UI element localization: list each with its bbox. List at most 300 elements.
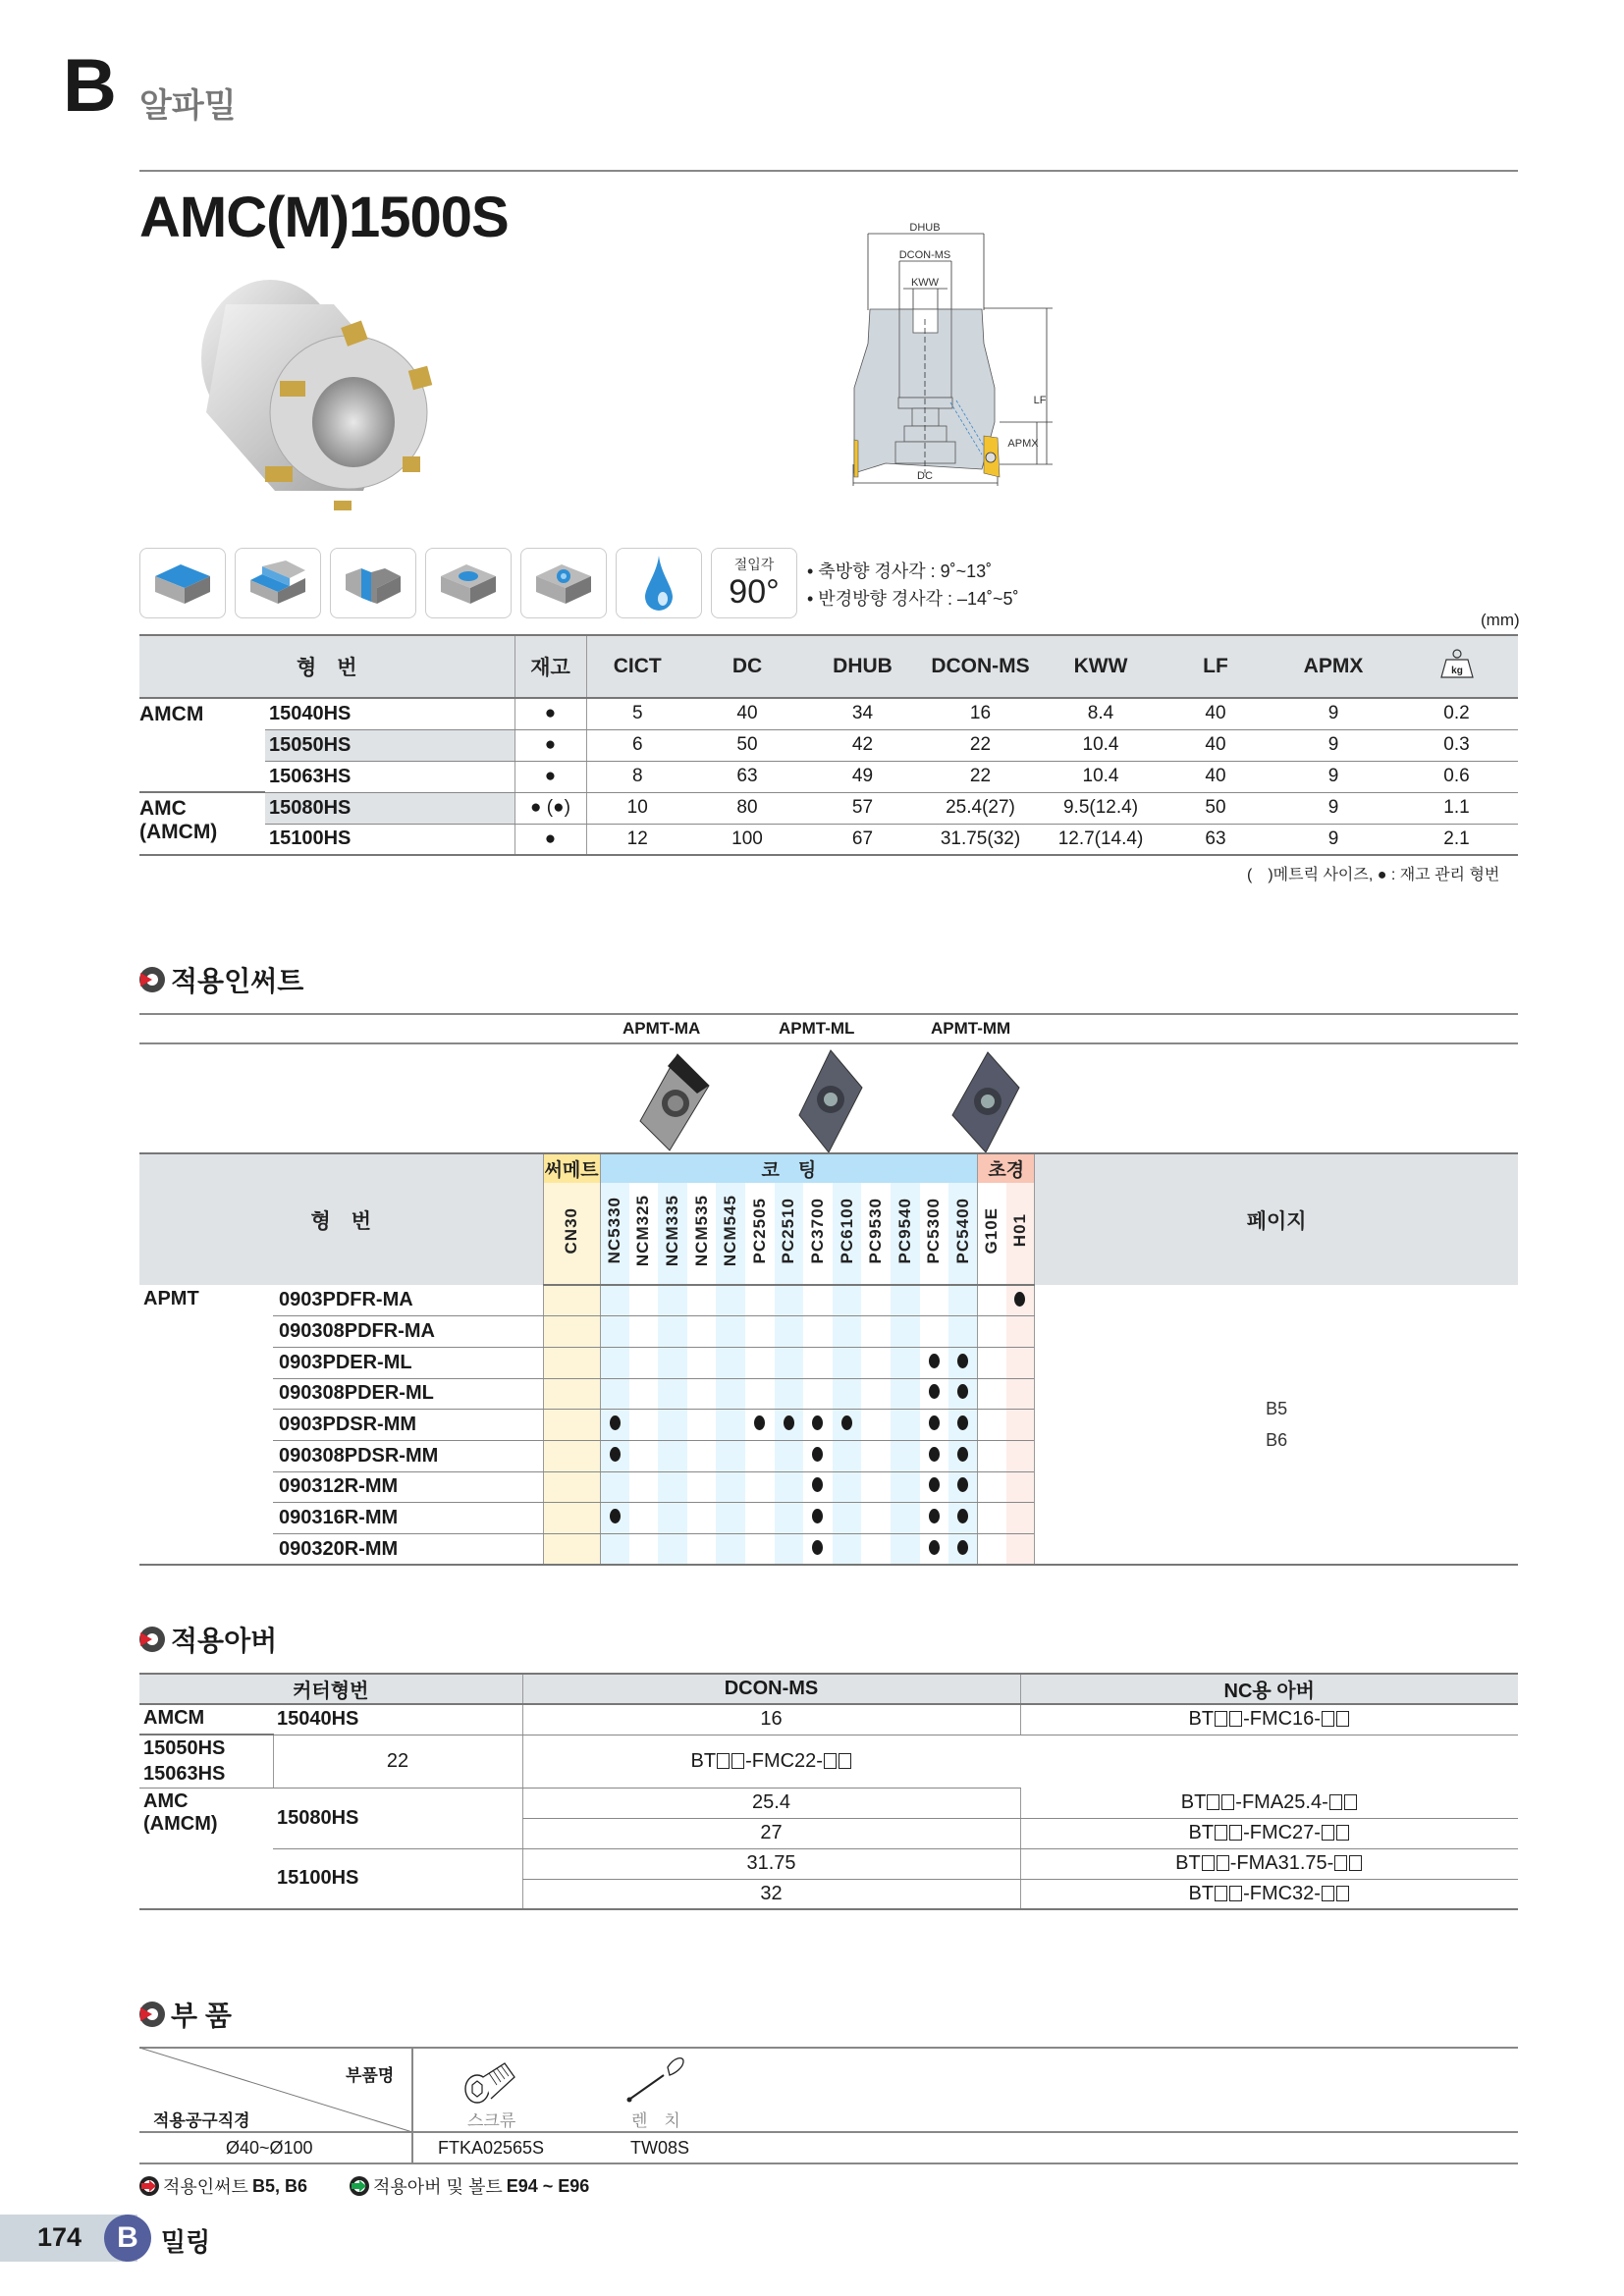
diameter-header: 적용공구직경 bbox=[153, 2111, 250, 2130]
kg-value: 0.2 bbox=[1395, 698, 1518, 729]
grade-cell-pc2505 bbox=[745, 1285, 775, 1316]
col-header-dcon-ms: DCON-MS bbox=[522, 1674, 1020, 1704]
availability-dot bbox=[929, 1354, 940, 1368]
grade-cell-nc5330 bbox=[600, 1440, 629, 1471]
approach-angle-box bbox=[711, 548, 797, 618]
arbor-table bbox=[139, 1673, 1518, 1910]
insert-code: 090316R-MM bbox=[273, 1503, 543, 1534]
cict-value: 12 bbox=[586, 824, 688, 855]
arbor-code: BT -FMA31.75- bbox=[1020, 1848, 1518, 1879]
col-header-dc: DC bbox=[688, 635, 806, 698]
dc-value: 63 bbox=[688, 761, 806, 792]
grade-cell-h01 bbox=[1006, 1285, 1035, 1316]
grade-cell-pc6100 bbox=[833, 1378, 862, 1410]
availability-dot bbox=[754, 1415, 765, 1430]
lf-value: 40 bbox=[1160, 698, 1272, 729]
apmx-value: 9 bbox=[1272, 698, 1395, 729]
wrench-code: TW08S bbox=[630, 2138, 690, 2158]
availability-dot bbox=[957, 1354, 968, 1368]
dcon-value: 16 bbox=[522, 1704, 1020, 1735]
grade-header-pc9530: PC9530 bbox=[861, 1183, 891, 1285]
divider bbox=[139, 2163, 1518, 2164]
grade-cell-ncm545 bbox=[716, 1410, 745, 1441]
availability-dot bbox=[929, 1384, 940, 1399]
kww-value: 12.7(14.4) bbox=[1042, 824, 1160, 855]
group-label: AMC (AMCM) bbox=[139, 792, 265, 855]
header-divider bbox=[139, 170, 1518, 172]
grade-cell-g10e bbox=[978, 1503, 1006, 1534]
grade-cell-pc9540 bbox=[891, 1410, 920, 1441]
grade-cell-pc9530 bbox=[861, 1503, 891, 1534]
parts-section-title-text: 부 품 bbox=[171, 2001, 232, 2031]
availability-dot bbox=[957, 1384, 968, 1399]
grade-cell-g10e bbox=[978, 1471, 1006, 1503]
shoulder-milling-icon bbox=[235, 548, 321, 618]
radial-rake-angle: • 반경방향 경사각 : –14˚~5˚ bbox=[807, 589, 1019, 609]
grade-cell-pc2505 bbox=[745, 1410, 775, 1441]
grade-cell-pc6100 bbox=[833, 1534, 862, 1566]
grade-cell-ncm535 bbox=[687, 1347, 717, 1378]
dcon-value: 31.75(32) bbox=[919, 824, 1042, 855]
grade-header-ncm325: NCM325 bbox=[629, 1183, 659, 1285]
grade-cell-ncm545 bbox=[716, 1316, 745, 1348]
dcon-value: 22 bbox=[919, 729, 1042, 761]
dc-value: 100 bbox=[688, 824, 806, 855]
grade-cell-pc2510 bbox=[775, 1440, 804, 1471]
grade-cell-cn30 bbox=[543, 1347, 600, 1378]
lf-value: 40 bbox=[1160, 729, 1272, 761]
svg-text:kg: kg bbox=[1450, 666, 1463, 676]
grade-cell-ncm545 bbox=[716, 1378, 745, 1410]
grade-cell-ncm325 bbox=[629, 1285, 659, 1316]
grade-cell-cn30 bbox=[543, 1471, 600, 1503]
grade-cell-h01 bbox=[1006, 1440, 1035, 1471]
availability-dot bbox=[610, 1447, 621, 1462]
grade-cell-pc9540 bbox=[891, 1440, 920, 1471]
grade-cell-pc5300 bbox=[920, 1440, 949, 1471]
insert-grade-table bbox=[139, 1152, 1518, 1566]
apmx-value: 9 bbox=[1272, 761, 1395, 792]
insert-row bbox=[139, 1285, 1518, 1316]
availability-dot bbox=[812, 1477, 823, 1492]
grade-cell-cn30 bbox=[543, 1410, 600, 1441]
grade-cell-g10e bbox=[978, 1347, 1006, 1378]
arbor-cross-ref-link[interactable]: 적용아버 및 볼트 E94 ~ E96 bbox=[350, 2173, 589, 2199]
grade-cell-ncm325 bbox=[629, 1471, 659, 1503]
grade-cell-pc9530 bbox=[861, 1316, 891, 1348]
grade-cell-ncm325 bbox=[629, 1503, 659, 1534]
dim-label-apmx: APMX bbox=[1007, 438, 1039, 450]
page-ref[interactable]: B5 B6 bbox=[1035, 1285, 1518, 1565]
grade-header-pc5300: PC5300 bbox=[920, 1183, 949, 1285]
cict-value: 5 bbox=[586, 698, 688, 729]
insert-code: 090308PDFR-MA bbox=[273, 1316, 543, 1348]
grade-cell-nc5330 bbox=[600, 1347, 629, 1378]
helical-milling-icon bbox=[520, 548, 607, 618]
grade-cell-h01 bbox=[1006, 1378, 1035, 1410]
grade-cell-ncm335 bbox=[658, 1440, 687, 1471]
grade-cell-pc5300 bbox=[920, 1534, 949, 1566]
grade-cell-cn30 bbox=[543, 1440, 600, 1471]
dcon-value: 16 bbox=[919, 698, 1042, 729]
grade-cell-pc2510 bbox=[775, 1316, 804, 1348]
grade-cell-pc2510 bbox=[775, 1378, 804, 1410]
col-header-weight bbox=[1395, 635, 1518, 698]
grade-cell-ncm335 bbox=[658, 1410, 687, 1441]
stock-mark: ● (●) bbox=[514, 792, 586, 824]
availability-dot bbox=[812, 1447, 823, 1462]
dhub-value: 57 bbox=[806, 792, 919, 824]
grade-cell-ncm335 bbox=[658, 1534, 687, 1566]
insert-cross-ref-link[interactable]: 적용인써트 B5, B6 bbox=[139, 2173, 307, 2199]
cict-value: 10 bbox=[586, 792, 688, 824]
insert-code: 090308PDER-ML bbox=[273, 1378, 543, 1410]
availability-dot bbox=[957, 1415, 968, 1430]
spec-row bbox=[139, 761, 1518, 792]
section-bullet-icon bbox=[139, 967, 165, 992]
grade-cell-ncm325 bbox=[629, 1378, 659, 1410]
insert-image-mm bbox=[927, 1048, 1035, 1156]
col-header-dcon-ms: DCON-MS bbox=[919, 635, 1042, 698]
grade-cell-ncm335 bbox=[658, 1316, 687, 1348]
face-milling-icon bbox=[139, 548, 226, 618]
grade-cell-pc6100 bbox=[833, 1410, 862, 1441]
grade-cell-nc5330 bbox=[600, 1534, 629, 1566]
grade-header-ncm335: NCM335 bbox=[658, 1183, 687, 1285]
cutter-code: 15050HS 15063HS bbox=[139, 1735, 273, 1788]
unit-label: (mm) bbox=[1481, 611, 1520, 629]
kww-value: 10.4 bbox=[1042, 729, 1160, 761]
grade-cell-pc9530 bbox=[861, 1285, 891, 1316]
parts-section-title bbox=[139, 1995, 232, 2034]
grade-cell-g10e bbox=[978, 1378, 1006, 1410]
dhub-value: 49 bbox=[806, 761, 919, 792]
wrench-icon bbox=[624, 2054, 687, 2105]
col-header-apmx: APMX bbox=[1272, 635, 1395, 698]
spec-note: ( )메트릭 사이즈, ● : 재고 관리 형번 bbox=[1247, 867, 1500, 883]
grade-header-h01: H01 bbox=[1006, 1183, 1035, 1285]
grade-cell-pc5400 bbox=[948, 1285, 978, 1316]
insert-code: 090312R-MM bbox=[273, 1471, 543, 1503]
grade-cell-pc6100 bbox=[833, 1285, 862, 1316]
grade-cell-pc2510 bbox=[775, 1534, 804, 1566]
grade-cell-pc9530 bbox=[861, 1410, 891, 1441]
grade-header-cn30: CN30 bbox=[543, 1183, 600, 1285]
dcon-value: 25.4(27) bbox=[919, 792, 1042, 824]
grade-cell-h01 bbox=[1006, 1503, 1035, 1534]
grade-cell-pc3700 bbox=[803, 1534, 833, 1566]
grade-cell-g10e bbox=[978, 1410, 1006, 1441]
kww-value: 9.5(12.4) bbox=[1042, 792, 1160, 824]
grade-cell-pc5400 bbox=[948, 1534, 978, 1566]
grade-cell-h01 bbox=[1006, 1534, 1035, 1566]
kg-value: 2.1 bbox=[1395, 824, 1518, 855]
grade-cell-pc2510 bbox=[775, 1503, 804, 1534]
grade-cell-pc9540 bbox=[891, 1534, 920, 1566]
grade-cell-ncm535 bbox=[687, 1285, 717, 1316]
grade-cell-pc9540 bbox=[891, 1285, 920, 1316]
slotting-icon bbox=[330, 548, 416, 618]
grade-cell-pc9540 bbox=[891, 1471, 920, 1503]
grade-cell-ncm335 bbox=[658, 1471, 687, 1503]
insert-type-ma: APMT-MA bbox=[623, 1019, 701, 1038]
grade-cell-nc5330 bbox=[600, 1503, 629, 1534]
spec-row bbox=[139, 698, 1518, 729]
availability-dot bbox=[841, 1415, 852, 1430]
inserts-section-title bbox=[139, 960, 303, 999]
grade-cell-pc5300 bbox=[920, 1285, 949, 1316]
availability-dot bbox=[957, 1540, 968, 1555]
grade-cell-nc5330 bbox=[600, 1285, 629, 1316]
grade-cell-nc5330 bbox=[600, 1316, 629, 1348]
stock-mark: ● bbox=[514, 698, 586, 729]
grade-cell-cn30 bbox=[543, 1316, 600, 1348]
footer-section-name: 밀링 bbox=[161, 2227, 211, 2257]
grade-cell-pc5400 bbox=[948, 1503, 978, 1534]
dc-value: 80 bbox=[688, 792, 806, 824]
group-label: AMC (AMCM) bbox=[139, 1788, 273, 1909]
weight-icon bbox=[1438, 648, 1476, 679]
grade-cell-pc2505 bbox=[745, 1471, 775, 1503]
grade-cell-ncm535 bbox=[687, 1534, 717, 1566]
cutter-code: 15040HS bbox=[273, 1704, 522, 1735]
grade-cell-ncm535 bbox=[687, 1410, 717, 1441]
spec-table bbox=[139, 634, 1518, 856]
availability-dot bbox=[784, 1415, 794, 1430]
col-header-stock: 재고 bbox=[514, 635, 586, 698]
dim-label-kww: KWW bbox=[910, 277, 940, 289]
availability-dot bbox=[1014, 1292, 1025, 1307]
insert-image-ma bbox=[619, 1048, 727, 1156]
kg-value: 0.3 bbox=[1395, 729, 1518, 761]
grade-cell-ncm545 bbox=[716, 1534, 745, 1566]
grade-cell-pc5300 bbox=[920, 1316, 949, 1348]
col-header-cict: CICT bbox=[586, 635, 688, 698]
dc-value: 50 bbox=[688, 729, 806, 761]
dcon-value: 32 bbox=[522, 1879, 1020, 1909]
grade-cell-pc6100 bbox=[833, 1471, 862, 1503]
kg-value: 1.1 bbox=[1395, 792, 1518, 824]
grade-cell-g10e bbox=[978, 1316, 1006, 1348]
apmx-value: 9 bbox=[1272, 792, 1395, 824]
coolant-drop-icon bbox=[616, 548, 702, 618]
grade-cell-ncm535 bbox=[687, 1503, 717, 1534]
dim-label-dhub: DHUB bbox=[909, 222, 941, 234]
spec-row bbox=[139, 729, 1518, 761]
technical-drawing bbox=[835, 216, 1168, 491]
grade-cell-pc2505 bbox=[745, 1347, 775, 1378]
grade-cell-pc9530 bbox=[861, 1347, 891, 1378]
grade-cell-pc2505 bbox=[745, 1534, 775, 1566]
grade-cell-g10e bbox=[978, 1534, 1006, 1566]
model-code: 15040HS bbox=[265, 698, 514, 729]
arbor-code: BT -FMC16- bbox=[1020, 1704, 1518, 1735]
grade-cell-ncm535 bbox=[687, 1471, 717, 1503]
stock-mark: ● bbox=[514, 729, 586, 761]
section-badge: B bbox=[104, 2215, 151, 2262]
grade-cell-nc5330 bbox=[600, 1410, 629, 1441]
availability-dot bbox=[957, 1477, 968, 1492]
col-header-nc-arbor: NC용 아버 bbox=[1020, 1674, 1518, 1704]
grade-header-pc5400: PC5400 bbox=[948, 1183, 978, 1285]
diameter-range: Ø40~Ø100 bbox=[226, 2138, 313, 2158]
cict-value: 8 bbox=[586, 761, 688, 792]
stock-mark: ● bbox=[514, 824, 586, 855]
part-name-screw: 스크류 bbox=[467, 2111, 516, 2130]
dcon-value: 22 bbox=[919, 761, 1042, 792]
grade-cell-pc3700 bbox=[803, 1503, 833, 1534]
dhub-value: 34 bbox=[806, 698, 919, 729]
dcon-value: 25.4 bbox=[522, 1788, 1020, 1818]
model-code: 15050HS bbox=[265, 729, 514, 761]
grade-cell-pc5300 bbox=[920, 1410, 949, 1441]
grade-cell-pc5300 bbox=[920, 1347, 949, 1378]
lf-value: 63 bbox=[1160, 824, 1272, 855]
product-photo bbox=[167, 265, 461, 510]
col-header-code: 형 번 bbox=[139, 635, 514, 698]
grade-cell-pc9530 bbox=[861, 1378, 891, 1410]
grade-cell-cn30 bbox=[543, 1503, 600, 1534]
arbor-code: BT -FMC27- bbox=[1020, 1818, 1518, 1848]
lf-value: 40 bbox=[1160, 761, 1272, 792]
grade-cell-pc9530 bbox=[861, 1534, 891, 1566]
kww-value: 10.4 bbox=[1042, 761, 1160, 792]
grade-cell-ncm335 bbox=[658, 1285, 687, 1316]
grade-cell-pc3700 bbox=[803, 1347, 833, 1378]
grade-cell-pc9540 bbox=[891, 1378, 920, 1410]
availability-dot bbox=[929, 1540, 940, 1555]
grade-cell-ncm335 bbox=[658, 1378, 687, 1410]
availability-dot bbox=[957, 1509, 968, 1523]
grade-cell-pc5300 bbox=[920, 1503, 949, 1534]
section-name: 알파밀 bbox=[139, 87, 237, 125]
grade-cell-pc3700 bbox=[803, 1471, 833, 1503]
insert-image-ml bbox=[772, 1048, 880, 1156]
col-header-lf: LF bbox=[1160, 635, 1272, 698]
grade-cell-pc9540 bbox=[891, 1503, 920, 1534]
grade-cell-ncm535 bbox=[687, 1316, 717, 1348]
grade-cell-pc5400 bbox=[948, 1410, 978, 1441]
screw-code: FTKA02565S bbox=[438, 2138, 545, 2158]
grade-cell-pc6100 bbox=[833, 1503, 862, 1534]
insert-type-ml: APMT-ML bbox=[779, 1019, 855, 1038]
arbor-section-title bbox=[139, 1620, 277, 1659]
group-label: AMCM bbox=[139, 1704, 273, 1735]
grade-cell-g10e bbox=[978, 1285, 1006, 1316]
kww-value: 8.4 bbox=[1042, 698, 1160, 729]
grade-cell-pc9530 bbox=[861, 1440, 891, 1471]
grade-header-pc9540: PC9540 bbox=[891, 1183, 920, 1285]
grade-cell-pc3700 bbox=[803, 1410, 833, 1441]
grade-cell-h01 bbox=[1006, 1316, 1035, 1348]
grade-cell-pc5400 bbox=[948, 1378, 978, 1410]
cict-value: 6 bbox=[586, 729, 688, 761]
arbor-section-title-text: 적용아버 bbox=[171, 1626, 278, 1656]
dcon-value: 31.75 bbox=[522, 1848, 1020, 1879]
availability-dot bbox=[929, 1415, 940, 1430]
arbor-code: BT -FMC32- bbox=[1020, 1879, 1518, 1909]
section-bullet-icon bbox=[139, 2002, 165, 2027]
dhub-value: 67 bbox=[806, 824, 919, 855]
kg-value: 0.6 bbox=[1395, 761, 1518, 792]
availability-dot bbox=[929, 1477, 940, 1492]
grade-cell-pc9540 bbox=[891, 1316, 920, 1348]
col-header-cermet: 써메트 bbox=[543, 1153, 600, 1183]
availability-dot bbox=[929, 1509, 940, 1523]
spec-row bbox=[139, 824, 1518, 855]
col-header-kww: KWW bbox=[1042, 635, 1160, 698]
screw-icon bbox=[461, 2056, 522, 2107]
grade-cell-ncm335 bbox=[658, 1503, 687, 1534]
product-title: AMC(M)1500S bbox=[139, 186, 509, 249]
grade-header-pc2505: PC2505 bbox=[745, 1183, 775, 1285]
grade-cell-pc5400 bbox=[948, 1347, 978, 1378]
grade-cell-pc5400 bbox=[948, 1471, 978, 1503]
group-label: AMCM bbox=[139, 698, 265, 792]
col-header-code: 형 번 bbox=[139, 1153, 543, 1285]
grade-cell-cn30 bbox=[543, 1378, 600, 1410]
model-code: 15063HS bbox=[265, 761, 514, 792]
col-header-dhub: DHUB bbox=[806, 635, 919, 698]
grade-cell-pc9530 bbox=[861, 1471, 891, 1503]
grade-cell-pc2505 bbox=[745, 1440, 775, 1471]
axial-rake-angle: • 축방향 경사각 : 9˚~13˚ bbox=[807, 561, 993, 581]
dcon-value: 27 bbox=[522, 1818, 1020, 1848]
grade-cell-h01 bbox=[1006, 1410, 1035, 1441]
grade-header-pc6100: PC6100 bbox=[833, 1183, 862, 1285]
grade-cell-pc2510 bbox=[775, 1410, 804, 1441]
grade-cell-ncm545 bbox=[716, 1503, 745, 1534]
inserts-section-title-text: 적용인써트 bbox=[171, 966, 304, 996]
grade-cell-pc6100 bbox=[833, 1347, 862, 1378]
grade-cell-g10e bbox=[978, 1440, 1006, 1471]
grade-cell-pc2505 bbox=[745, 1503, 775, 1534]
availability-dot bbox=[610, 1509, 621, 1523]
cutter-code: 15080HS bbox=[273, 1788, 522, 1848]
insert-code: 0903PDER-ML bbox=[273, 1347, 543, 1378]
arbor-code: BT -FMC22- bbox=[522, 1735, 1020, 1788]
availability-dot bbox=[812, 1415, 823, 1430]
cutter-code: 15100HS bbox=[273, 1848, 522, 1909]
grade-cell-ncm325 bbox=[629, 1440, 659, 1471]
apmx-value: 9 bbox=[1272, 824, 1395, 855]
section-bullet-icon bbox=[139, 1627, 165, 1652]
divider bbox=[139, 1042, 1518, 1044]
grade-cell-pc3700 bbox=[803, 1316, 833, 1348]
grade-cell-h01 bbox=[1006, 1347, 1035, 1378]
grade-cell-ncm325 bbox=[629, 1316, 659, 1348]
grade-cell-pc2510 bbox=[775, 1285, 804, 1316]
grade-cell-nc5330 bbox=[600, 1378, 629, 1410]
insert-code: 090308PDSR-MM bbox=[273, 1440, 543, 1471]
grade-header-ncm535: NCM535 bbox=[687, 1183, 717, 1285]
grade-cell-pc6100 bbox=[833, 1440, 862, 1471]
grade-cell-pc6100 bbox=[833, 1316, 862, 1348]
grade-header-g10e: G10E bbox=[978, 1183, 1006, 1285]
arrow-right-icon bbox=[350, 2176, 369, 2196]
arbor-code: BT -FMA25.4- bbox=[1020, 1788, 1518, 1818]
grade-cell-ncm545 bbox=[716, 1440, 745, 1471]
insert-code: 0903PDFR-MA bbox=[273, 1285, 543, 1316]
pocketing-icon bbox=[425, 548, 512, 618]
grade-cell-ncm545 bbox=[716, 1471, 745, 1503]
grade-cell-ncm325 bbox=[629, 1347, 659, 1378]
part-name-header: 부품명 bbox=[346, 2066, 395, 2085]
grade-cell-ncm335 bbox=[658, 1347, 687, 1378]
group-label: APMT bbox=[139, 1285, 273, 1565]
grade-cell-pc5400 bbox=[948, 1440, 978, 1471]
section-letter: B bbox=[63, 44, 117, 128]
